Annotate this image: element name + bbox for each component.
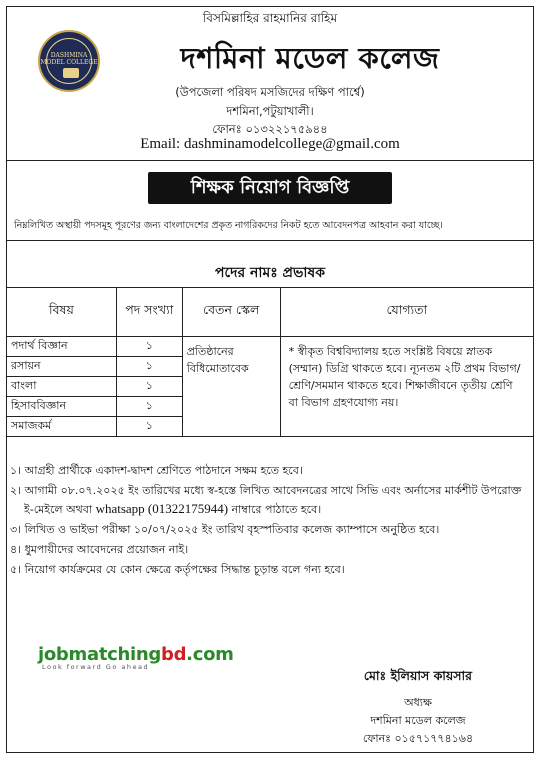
rule-item: ৩। লিখিত ও ভাইভা পরীক্ষা ১০/০৭/২০২৫ ইং তারিখ বৃহস্পতিবার কলেজ ক্যাম্পাসে অনুষ্ঠিত হবে। bbox=[10, 523, 440, 536]
posts-table bbox=[6, 287, 534, 437]
address-line-2: দশমিনা,পটুয়াখালী। bbox=[226, 104, 314, 118]
table-header-row bbox=[7, 288, 534, 337]
college-seal-icon bbox=[38, 30, 100, 92]
bismillah-text: বিসমিল্লাহির রাহমানির রাহিম bbox=[202, 11, 338, 25]
qualification-cell: * স্বীকৃত বিশ্ববিদ্যালয় হতে সংশ্লিষ্ট বিষয়ে স্নাতক (সম্মান) ডিগ্রি থাকতে হবে। ন্যূনতম ২টি প্রথম বিভাগ/শ্রেণি/সমমান থাকতে হবে। শিক্ষাজীবনে তৃতীয় শ্রেণি বা বিভাগ গ্রহণযোগ্য নয়। bbox=[280, 337, 533, 437]
college-email: Email: dashminamodelcollege@gmail.com bbox=[140, 136, 400, 152]
count-cell: ১ bbox=[116, 417, 182, 437]
rule-item: ৪। ধুমপায়ীদের আবেদনের প্রয়োজন নাই। bbox=[10, 543, 189, 556]
count-cell: ১ bbox=[116, 377, 182, 397]
rule-item: ১। আগ্রহী প্রার্থীকে একাদশ-দ্বাদশ শ্রেণিতে পাঠদানে সক্ষম হতে হবে। bbox=[10, 464, 303, 477]
signature-block bbox=[300, 668, 536, 748]
table-row bbox=[7, 337, 534, 357]
rule-item bbox=[10, 482, 530, 519]
header-post-count: পদ সংখ্যা bbox=[116, 288, 182, 337]
header-subject: বিষয় bbox=[7, 288, 117, 337]
subject-cell: হিসাববিজ্ঞান bbox=[7, 397, 117, 417]
subject-cell: সমাজকর্ম bbox=[7, 417, 117, 437]
count-cell: ১ bbox=[116, 337, 182, 357]
subject-cell: পদার্থ বিজ্ঞান bbox=[7, 337, 117, 357]
signatory-phone: ফোনঃ ০১৫৭১৭৭৪১৬৪ bbox=[362, 732, 474, 745]
college-name: দশমিনা মডেল কলেজ bbox=[180, 41, 440, 75]
address-line-1: (উপজেলা পরিষদ মসজিদের দক্ষিণ পার্শ্বে) bbox=[175, 85, 365, 99]
signatory-designation: অধ্যক্ষ bbox=[404, 696, 432, 709]
header-salary-scale: বেতন স্কেল bbox=[182, 288, 280, 337]
seal-book-icon bbox=[63, 68, 79, 78]
seal-text: DASHMINA MODEL COLLEGE bbox=[40, 52, 98, 66]
rule-item: ৫। নিয়োগ কার্যক্রমের যে কোন ক্ষেত্রে কর্তৃপক্ষের সিদ্ধান্ত চূড়ান্ত বলে গন্য হবে। bbox=[10, 563, 345, 576]
whatsapp-number: whatsapp (01322175944) bbox=[95, 501, 229, 516]
rule-2-tail: নাম্বারে পাঠাতে হবে। bbox=[231, 503, 322, 516]
college-phone: ফোনঃ ০১৩২২১৭৫৯৪৪ bbox=[212, 122, 328, 136]
intro-divider bbox=[6, 240, 534, 241]
subject-cell: বাংলা bbox=[7, 377, 117, 397]
logo-part-1: jobmatching bbox=[38, 644, 161, 665]
post-name: পদের নামঃ প্রভাষক bbox=[214, 265, 326, 281]
count-cell: ১ bbox=[116, 357, 182, 377]
salary-scale-cell: প্রতিষ্ঠানের বিধিমোতাবেক bbox=[182, 337, 280, 437]
logo-tagline: Look forward Go ahead bbox=[42, 663, 150, 671]
notice-intro: নিম্নলিখিত অস্থায়ী পদসমূহ পূরণের জন্য বাংলাদেশের প্রকৃত নাগরিকদের নিকট হতে আবেদনপত্র আহবান করা যাচ্ছে। bbox=[14, 220, 443, 231]
header-qualification: যোগ্যতা bbox=[280, 288, 533, 337]
logo-part-2: bd bbox=[160, 644, 187, 665]
signatory-name: মোঃ ইলিয়াস কায়সার bbox=[363, 668, 473, 683]
count-cell: ১ bbox=[116, 397, 182, 417]
logo-part-3: .com bbox=[186, 644, 234, 665]
header-divider bbox=[6, 160, 534, 161]
subject-cell: রসায়ন bbox=[7, 357, 117, 377]
jobmatchingbd-logo bbox=[38, 644, 248, 671]
notice-title: শিক্ষক নিয়োগ বিজ্ঞপ্তি bbox=[148, 172, 392, 204]
signatory-institution: দশমিনা মডেল কলেজ bbox=[370, 714, 466, 727]
rules-list bbox=[10, 462, 530, 581]
rule-2-text: ২। আগামী ০৮.০৭.২০২৫ ইং তারিখের মধ্যে স্ব-হস্তে লিখিত আবেদনত্রের সাথে সিভি এবং অর্নাসের মার্কশীট উপরোক্ত ই-মেইলে অথবা bbox=[10, 484, 522, 516]
